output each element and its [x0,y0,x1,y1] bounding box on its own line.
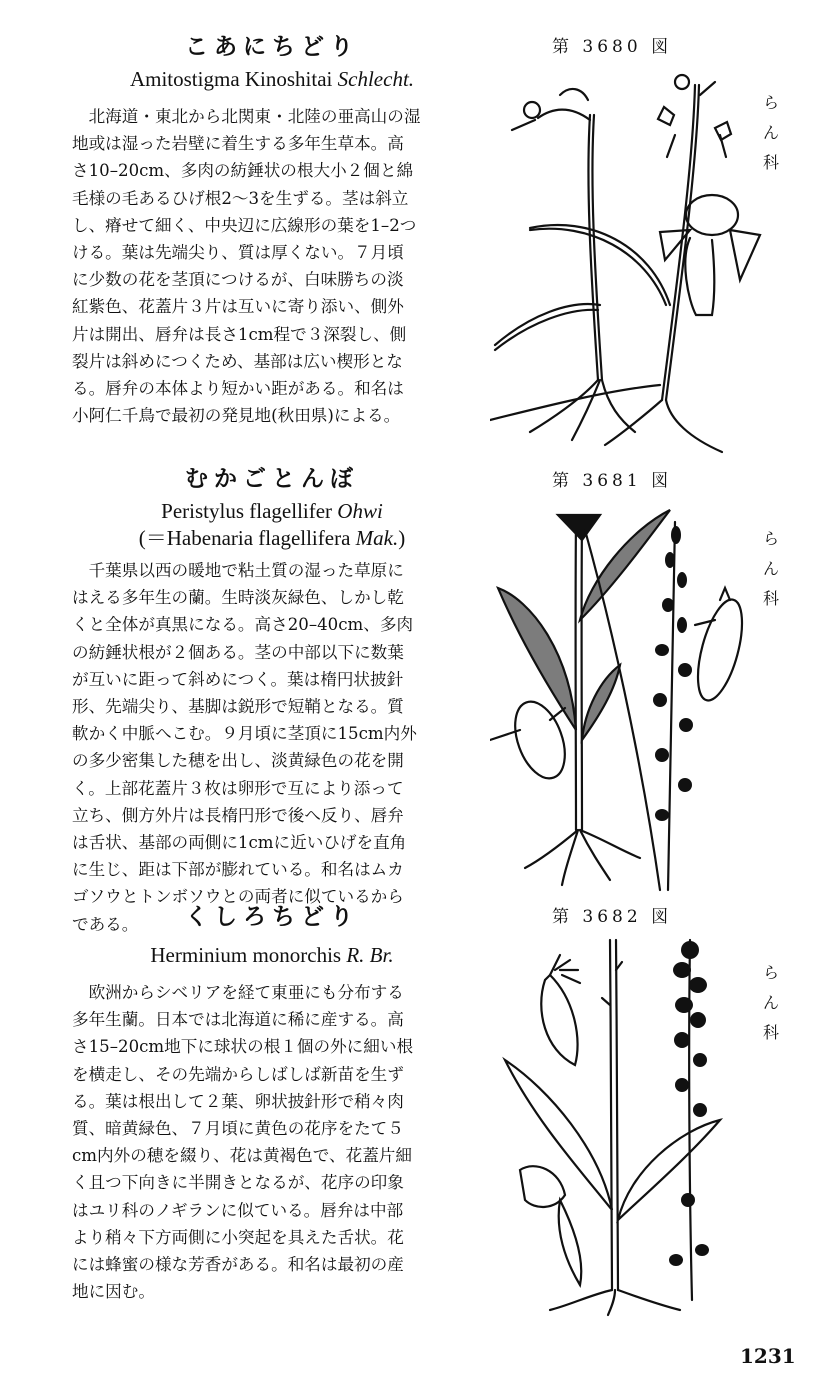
body-line: 毛様の毛あるひげ根2〜3を生ずる。茎は斜立 [72,188,409,208]
body-line: 地に因む。 [72,1282,155,1302]
body-line: 多年生蘭。日本では北海道に稀に産する。高 [72,1010,404,1030]
figure-label-3681: 第 3681 図 [552,471,673,491]
synonym [72,525,472,551]
body-line: ける。葉は先端尖り、質は厚くない。７月頃 [72,243,404,263]
body-line: が互いに距って斜めにつく。葉は楕円状披針 [72,669,404,689]
page-number: 1231 [740,1344,796,1368]
body-line: 欧洲からシベリアを経て東亜にも分布する [72,983,404,1002]
orchid-illustration-3681 [490,500,790,900]
family-char: ん [762,123,779,142]
entry-kushirochidori [72,900,472,1305]
entry-body [72,979,472,1305]
species-author: R. Br. [346,943,394,967]
family-char: 科 [762,1023,779,1042]
body-line: 形、先端尖り、基脚は鋭形で短鞘となる。質 [72,697,404,717]
body-line: には蜂蜜の様な芳香がある。和名は最初の産 [72,1255,404,1275]
species-name: Herminium monorchis [150,943,342,967]
body-line: に生じ、距は下部が膨れている。和名はムカ [72,860,404,880]
body-line: 北海道・東北から北関東・北陸の亜高山の湿 [72,107,421,126]
body-line: 立ち、側方外片は長楕円形で後へ反り、唇弁 [72,805,404,825]
family-char: 科 [762,589,779,608]
synonym-name: Habenaria flagellifera [166,526,351,550]
body-line: 地或は湿った岩壁に着生する多年生草本。高 [72,134,404,154]
body-line: る。唇弁の本体より短かい距がある。和名は [72,379,404,399]
body-line: は舌状、基部の両側に1cmに近いひげを直角 [72,833,407,853]
body-line: cm内外の穂を綴り、花は黄褐色で、花蓋片細 [72,1146,412,1166]
body-line: 軟かく中脈へこむ。９月頃に茎頂に15cm内外 [72,724,417,744]
body-line: 片は開出、唇弁は長さ1cm程で３深裂し、側 [72,324,407,344]
family-char: 科 [762,153,779,172]
body-line: より稍々下方両側に小突起を具えた舌状。花 [72,1227,404,1247]
entry-body [72,103,472,429]
synonym-open: (＝ [138,526,167,550]
body-line: さ15–20cm地下に球状の根１個の外に細い根 [72,1037,414,1057]
body-line: の多少密集した穂を出し、淡黄緑色の花を開 [72,751,404,771]
body-line: 質、暗黄緑色、７月頃に黄色の花序をたて５ [72,1119,404,1139]
family-char: ん [762,559,779,578]
body-line: る。葉は根出して２葉、卵状披針形で稍々肉 [72,1091,404,1111]
body-line: 紅紫色、花蓋片３片は互いに寄り添い、側外 [72,297,404,317]
entry-title: くしろちどり [185,904,359,930]
scientific-name [72,66,472,93]
entry-koanichidori [72,30,472,429]
body-line: 小阿仁千鳥で最初の発見地(秋田県)による。 [72,406,401,426]
species-name: Peristylus flagellifer [161,499,333,523]
body-line: 千葉県以西の暖地で粘土質の湿った草原に [72,561,404,580]
entry-title: むかごとんぼ [185,466,359,492]
orchid-illustration-3682 [490,920,790,1320]
family-char: ん [762,993,779,1012]
species-author: Ohwi [337,499,383,523]
body-line: ゴソウとトンボソウとの両者に似ているから [72,887,404,907]
family-char: ら [762,529,779,548]
scientific-name [72,498,472,525]
body-line: に少数の花を茎頂につけるが、白味勝ちの淡 [72,270,404,290]
family-char: ら [762,963,779,982]
body-line: の紡錘状根が２個ある。茎の中部以下に数葉 [72,642,404,662]
synonym-close: ) [398,526,406,550]
body-line: はユリ科のノギランに似ている。唇弁は中部 [72,1200,404,1220]
body-line: はえる多年生の蘭。生時淡灰緑色、しかし乾 [72,588,404,608]
body-line: し、瘠せて細く、中央辺に広線形の葉を1–2つ [72,215,417,235]
synonym-author: Mak. [355,526,399,550]
species-author: Schlecht. [337,67,415,91]
body-line: くと全体が真黒になる。高さ20–40cm、多肉 [72,615,414,635]
body-line: を横走し、その先端からしばしば新苗を生ず [72,1064,404,1084]
entry-title: こあにちどり [185,34,359,60]
figure-label-3680: 第 3680 図 [552,37,673,57]
family-char: ら [762,93,779,112]
figure-label-3682: 第 3682 図 [552,907,673,927]
entry-body [72,557,472,938]
body-line: である。 [72,914,139,934]
scientific-name [72,942,472,969]
body-line: 裂片は斜めにつくため、基部は広い楔形とな [72,351,403,371]
body-line: く。上部花蓋片３枚は卵形で互により添って [72,778,404,798]
entry-mukagotonbo [72,462,472,938]
body-line: く且つ下向きに半開きとなるが、花序の印象 [72,1173,404,1193]
species-name: Amitostigma Kinoshitai [129,67,333,91]
body-line: さ10–20cm、多肉の紡錘状の根大小２個と綿 [72,161,414,181]
orchid-illustration-3680 [490,60,790,460]
